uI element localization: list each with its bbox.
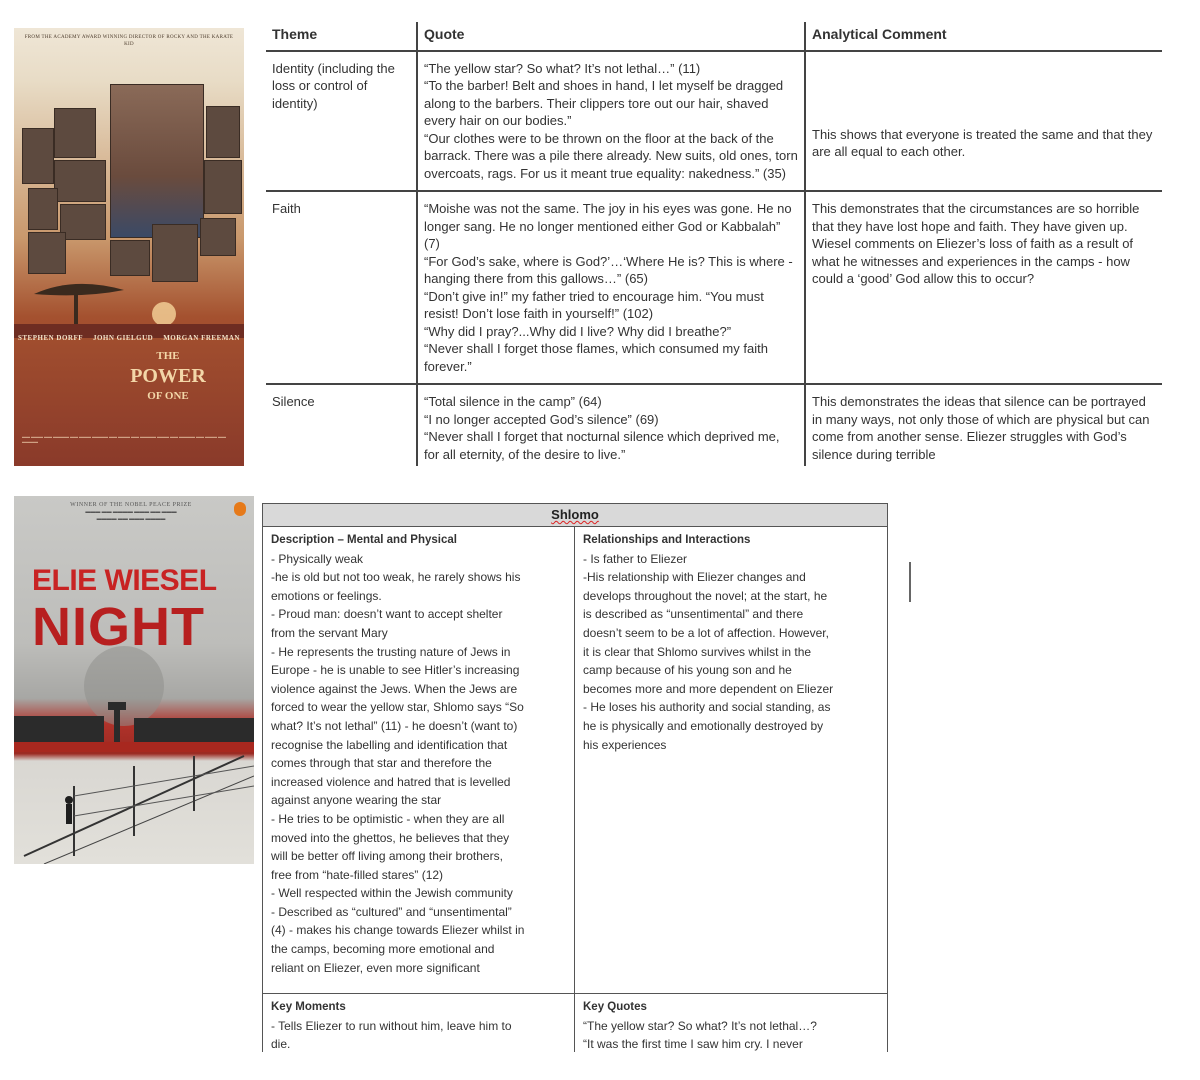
description-line: -he is old but not too weak, he rarely shows his: [271, 570, 521, 585]
relationships-line: camp because of his young son and he: [583, 663, 792, 678]
relationships-cell[interactable]: [574, 527, 885, 993]
description-line: - He tries to be optimistic - when they are all: [271, 811, 505, 826]
relationships-line: is described as “unsentimental” and there: [583, 607, 804, 622]
table-row: [263, 993, 887, 1052]
relationships-line: it is clear that Shlomo survives whilst in the: [583, 644, 812, 659]
description-line: comes through that star and therefore the: [271, 756, 492, 771]
table-header-row: [266, 22, 1162, 51]
table-row: [266, 191, 1162, 384]
comment-cell[interactable]: This demonstrates the ideas that silence can be portrayed in many ways, not only those of which are physical but can come from another sense. Eliezer struggles with God’s silence during terrible: [805, 384, 1162, 466]
camp-fence-icon: [14, 696, 254, 864]
key-quotes-line: “It was the first time I saw him cry. I never: [583, 1037, 803, 1052]
night-book-cover: [14, 496, 254, 864]
text-cursor: [909, 562, 911, 602]
quote-cell[interactable]: [417, 51, 805, 192]
poster-title-the: THE: [156, 350, 180, 362]
relationships-heading: Relationships and Interactions: [583, 534, 751, 546]
description-heading: Description – Mental and Physical: [271, 534, 457, 546]
poster-photo: [54, 160, 106, 202]
poster-photo: [60, 204, 106, 240]
themes-table-container: [266, 22, 1162, 466]
table-row: [263, 527, 887, 993]
power-of-one-poster: [14, 28, 244, 466]
description-line: recognise the labelling and identification that: [271, 737, 508, 752]
shlomo-title-text: Shlomo: [551, 507, 599, 522]
description-line: - He represents the trusting nature of Jews in: [271, 644, 511, 659]
relationships-line: becomes more and more dependent on Eliezer: [583, 681, 834, 696]
relationships-line: - He loses his authority and social standing, as: [583, 700, 831, 715]
quote-line: “The yellow star? So what? It’s not lethal…” (11): [424, 60, 701, 76]
relationships-line: develops throughout the novel; at the start, he: [583, 588, 828, 603]
key-moments-cell[interactable]: [263, 994, 574, 1052]
cover-title: NIGHT: [32, 597, 205, 657]
cast-name: JOHN GIELGUD: [92, 334, 154, 342]
quote-line: “Moishe was not the same. The joy in his eyes was gone. He no longer sang. He no longer mentioned either God or Kabbalah” (7): [424, 201, 792, 251]
description-line: violence against the Jews. When the Jews are: [271, 681, 518, 696]
acacia-tree-icon: [14, 268, 244, 338]
description-line: against anyone wearing the star: [271, 793, 442, 808]
quote-line: “I no longer accepted God’s silence” (69): [424, 411, 659, 427]
description-line: - Described as “cultured” and “unsentimental”: [271, 904, 512, 919]
key-quotes-cell[interactable]: [574, 994, 885, 1052]
description-line: increased violence and hatred that is levelled: [271, 774, 511, 789]
quote-line: “To the barber! Belt and shoes in hand, I let myself be dragged along to the barbers. Their clippers tore out our hair, shaved every hair on our bodies.”: [424, 78, 784, 128]
quote-line: “For God’s sake, where is God?’…‘Where He is? This is where - hanging there from this gallows…” (65): [424, 253, 793, 286]
description-line: what? It’s not lethal” (11) - he doesn’t (want to): [271, 718, 518, 733]
description-line: free from “hate-filled stares” (12): [271, 867, 444, 882]
relationships-line: he is physically and emotionally destroyed by: [583, 718, 824, 733]
key-quotes-line: “The yellow star? So what? It’s not lethal…?: [583, 1018, 817, 1033]
poster-photo: [200, 218, 236, 256]
cover-author: ELIE WIESEL: [32, 564, 217, 597]
quote-line: “Why did I pray?...Why did I live? Why did I breathe?”: [424, 323, 732, 339]
key-moments-line: die.: [271, 1037, 291, 1052]
quote-line: “Don’t give in!” my father tried to encourage him. “You must resist! Don’t lose faith in yourself!” (102): [424, 288, 764, 321]
cover-award-text: WINNER OF THE NOBEL PEACE PRIZE ▬▬▬ ▬▬ ▬▬▬▬ ▬▬▬ ▬▬ ▬▬▬ ▬▬▬▬ ▬▬ ▬▬▬ ▬▬▬▬: [70, 502, 192, 522]
description-line: - Well respected within the Jewish community: [271, 886, 513, 901]
relationships-line: doesn’t seem to be a lot of affection. However,: [583, 625, 829, 640]
relationships-line: his experiences: [583, 737, 667, 752]
theme-cell[interactable]: Identity (including the loss or control of identity): [266, 51, 417, 192]
description-line: moved into the ghettos, he believes that they: [271, 830, 510, 845]
comment-line: Wiesel comments on Eliezer’s loss of faith as a result of what he witnesses and experiences in the camps - how could a ‘good’ God allow this to occur?: [812, 236, 1134, 286]
header-quote: Quote: [417, 22, 805, 51]
relationships-line: - Is father to Eliezer: [583, 551, 688, 566]
key-moments-line: - Tells Eliezer to run without him, leave him to: [271, 1018, 512, 1033]
shlomo-table-container: [262, 503, 888, 1052]
quote-line: “Our clothes were to be thrown on the floor at the back of the barrack. There was a pile there already. New suits, old ones, torn overcoats, rags. For us it meant true equality: nakedness.” (35): [424, 130, 798, 181]
quote-line: “Never shall I forget those flames, which consumed my faith forever.”: [424, 341, 768, 374]
poster-top-credits: FROM THE ACADEMY AWARD WINNING DIRECTOR OF ROCKY AND THE KARATE KID: [24, 35, 234, 47]
poster-title-main: POWER: [130, 365, 206, 387]
poster-title: [122, 346, 214, 406]
header-analytical-comment: Analytical Comment: [805, 22, 1162, 51]
theme-cell[interactable]: Silence: [266, 384, 417, 466]
poster-photo: [54, 108, 96, 158]
description-line: forced to wear the yellow star, Shlomo says “So: [271, 700, 524, 715]
key-moments-heading: Key Moments: [271, 1001, 346, 1013]
award-line: WINNER OF THE NOBEL PEACE PRIZE: [70, 502, 192, 508]
cast-name: STEPHEN DORFF: [18, 334, 84, 342]
description-cell[interactable]: [263, 527, 574, 993]
poster-photo: [28, 188, 58, 230]
comment-line: This demonstrates that the circumstances are so horrible that they have lost hope and faith. They have given up.: [812, 201, 1140, 234]
poster-boy-photo: [110, 84, 204, 238]
quote-line: “Never shall I forget that nocturnal silence which deprived me, for all eternity, of the desire to live.”: [424, 429, 780, 462]
table-row: [266, 51, 1162, 192]
shlomo-table: [262, 503, 888, 1052]
description-line: - Physically weak: [271, 551, 364, 566]
key-quotes-heading: Key Quotes: [583, 1001, 647, 1013]
description-line: Europe - he is unable to see Hitler’s increasing: [271, 663, 520, 678]
poster-billing-block: ▬▬ ▬▬▬ ▬▬ ▬▬▬▬ ▬▬ ▬▬▬ ▬▬▬▬ ▬▬ ▬▬▬ ▬▬ ▬▬▬▬ ▬▬▬ ▬▬ ▬▬▬▬ ▬▬ ▬▬▬ ▬▬ ▬▬▬▬: [22, 434, 226, 444]
poster-cast: [18, 334, 240, 342]
poster-photo: [206, 106, 240, 158]
description-line: will be better off living among their brothers,: [271, 849, 503, 864]
penguin-logo-icon: [234, 502, 246, 516]
description-line: the camps, becoming more emotional and: [271, 942, 495, 957]
description-line: emotions or feelings.: [271, 588, 382, 603]
cast-name: MORGAN FREEMAN: [163, 334, 240, 342]
header-theme: Theme: [266, 22, 417, 51]
themes-table: [266, 22, 1162, 466]
poster-photo: [22, 128, 54, 184]
poster-title-of-one: OF ONE: [147, 390, 189, 402]
relationships-line: -His relationship with Eliezer changes and: [583, 570, 806, 585]
poster-photo: [204, 160, 242, 214]
quote-line: “Total silence in the camp” (64): [424, 394, 602, 409]
quote-cell[interactable]: [417, 191, 805, 384]
description-line: reliant on Eliezer, even more significant: [271, 960, 480, 975]
description-line: (4) - makes his change towards Eliezer whilst in: [271, 923, 525, 938]
comment-cell[interactable]: [805, 191, 1162, 384]
shlomo-table-title: [263, 504, 887, 527]
description-line: - Proud man: doesn’t want to accept shelter: [271, 607, 503, 622]
description-line: from the servant Mary: [271, 625, 388, 640]
theme-cell[interactable]: Faith: [266, 191, 417, 384]
comment-cell[interactable]: This shows that everyone is treated the same and that they are all equal to each other.: [805, 51, 1162, 192]
quote-cell[interactable]: [417, 384, 805, 466]
table-row: [266, 384, 1162, 466]
